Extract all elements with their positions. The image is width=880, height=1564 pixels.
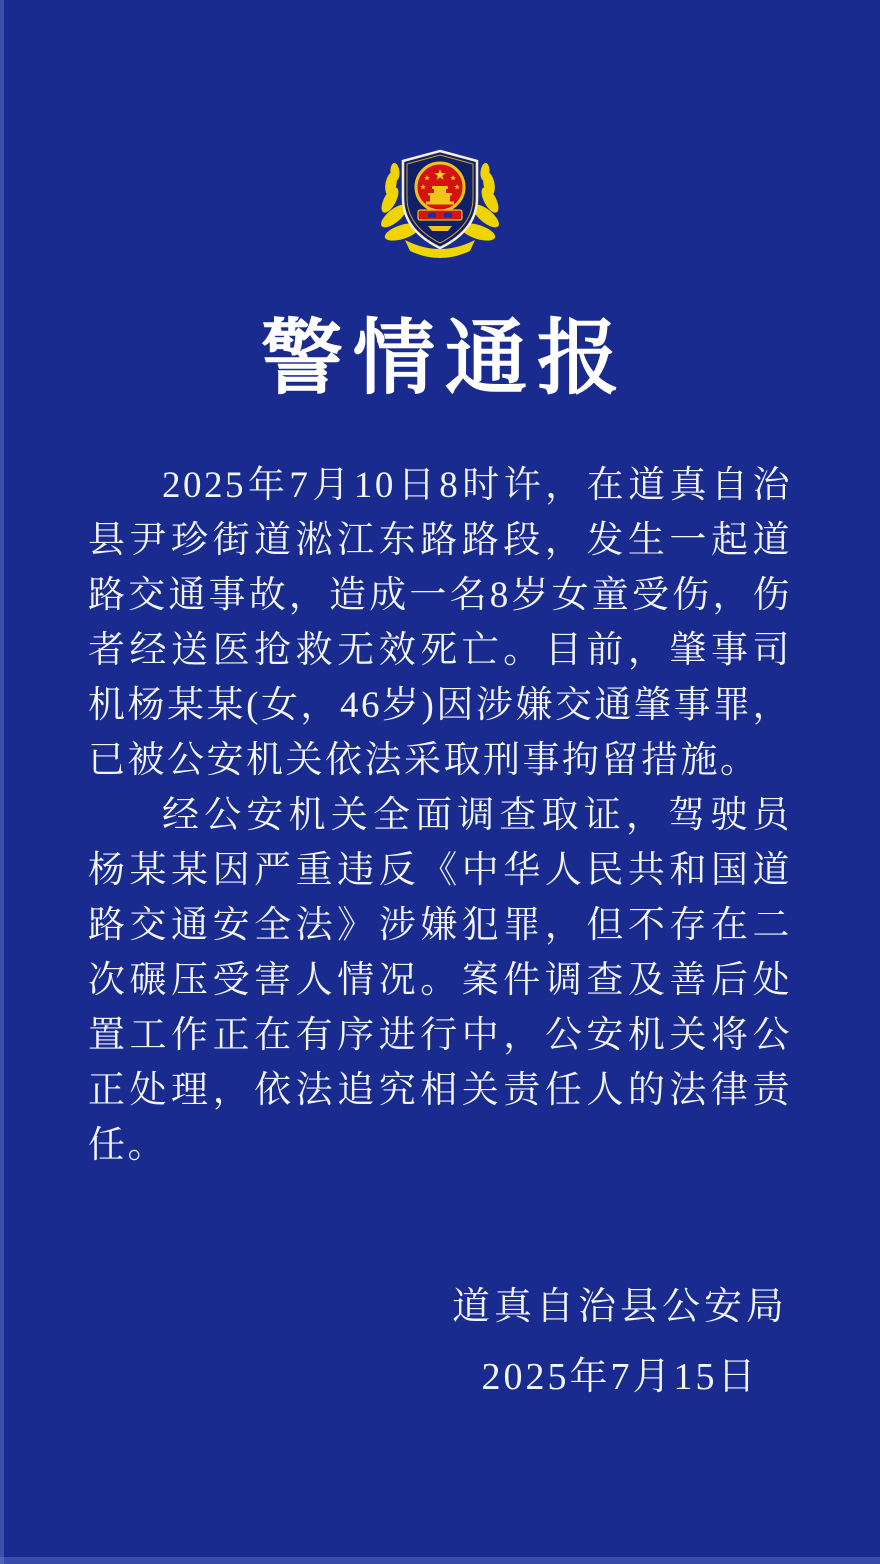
paragraph-1: 2025年7月10日8时许，在道真自治县尹珍街道淞江东路路段，发生一起道路交通事故，造成一名8岁女童受伤，伤者经送医抢救无效死亡。目前，肇事司机杨某某(女，46岁)因涉嫌交通肇事罪，已被公安机关依法采取刑事拘留措施。 bbox=[88, 465, 792, 781]
signature-block bbox=[452, 1285, 788, 1400]
paragraph-2: 经公安机关全面调查取证，驾驶员杨某某因严重违反《中华人民共和国道路交通安全法》涉嫌犯罪，但不存在二次碾压受害人情况。案件调查及善后处置工作正在有序进行中，公安机关将公正处理，依法追究相关责任人的法律责任。 bbox=[88, 795, 792, 1166]
edge-highlight-left bbox=[0, 0, 4, 1564]
agency-name: 道真自治县公安局 bbox=[451, 1286, 788, 1328]
notice-date: 2025年7月15日 bbox=[481, 1355, 759, 1398]
notice-body bbox=[88, 458, 792, 1173]
police-badge-icon bbox=[380, 146, 500, 260]
emblem-container bbox=[0, 0, 880, 260]
edge-highlight-bottom bbox=[0, 1557, 880, 1564]
notice-title: 警情通报 bbox=[260, 313, 629, 404]
